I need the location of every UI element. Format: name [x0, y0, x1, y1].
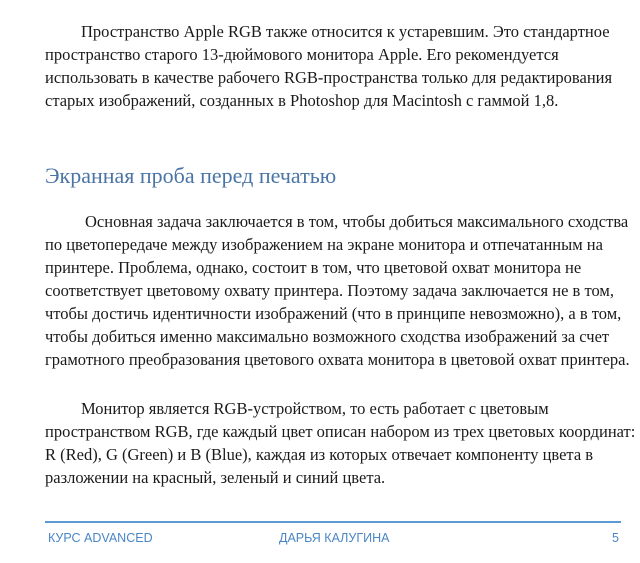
paragraph-monitor-rgb — [45, 397, 635, 489]
text-line: соответствует цветовому охвату принтера. Поэтому задача заключается не в том, — [45, 281, 614, 300]
text-line: пространством RGB, где каждый цвет описан набором из трех цветовых координат: — [45, 422, 636, 441]
text-line: Основная задача заключается в том, чтобы добиться максимального сходства — [85, 212, 629, 231]
text-line: старых изображений, созданных в Photoshop для Macintosh с гаммой 1,8. — [45, 91, 559, 110]
text-line: принтере. Проблема, однако, состоит в том, что цветовой охват монитора не — [45, 258, 582, 277]
section-heading: Экранная проба перед печатью — [45, 163, 337, 188]
text-line: чтобы добиться именно максимально возможного сходства изображений за счет — [45, 327, 610, 346]
text-line: пространство старого 13-дюймового монитора Apple. Его рекомендуется — [45, 45, 559, 64]
text-line: чтобы достичь идентичности изображений (что в принципе невозможно), а в том, — [45, 304, 622, 323]
text-line: Пространство Apple RGB также относится к устаревшим. Это стандартное — [81, 22, 610, 41]
text-line: Монитор является RGB-устройством, то есть работает с цветовым — [81, 399, 549, 418]
text-line: R (Red), G (Green) и B (Blue), каждая из которых отвечает компоненту цвета в — [45, 445, 594, 464]
text-line: разложении на красный, зеленый и синий цвета. — [45, 468, 386, 487]
footer-course: КУРС ADVANCED — [48, 531, 153, 545]
paragraph-main-task — [45, 210, 630, 371]
page-number: 5 — [612, 531, 619, 545]
footer-author: ДАРЬЯ КАЛУГИНА — [279, 531, 390, 545]
paragraph-apple-rgb — [45, 20, 612, 112]
text-line: по цветопередаче между изображением на экране монитора и отпечатанным на — [45, 235, 603, 254]
text-line: использовать в качестве рабочего RGB-пространства только для редактирования — [45, 68, 613, 87]
footer-divider — [45, 521, 621, 523]
text-line: грамотного преобразования цветового охвата монитора в цветовой охват принтера. — [45, 350, 630, 369]
